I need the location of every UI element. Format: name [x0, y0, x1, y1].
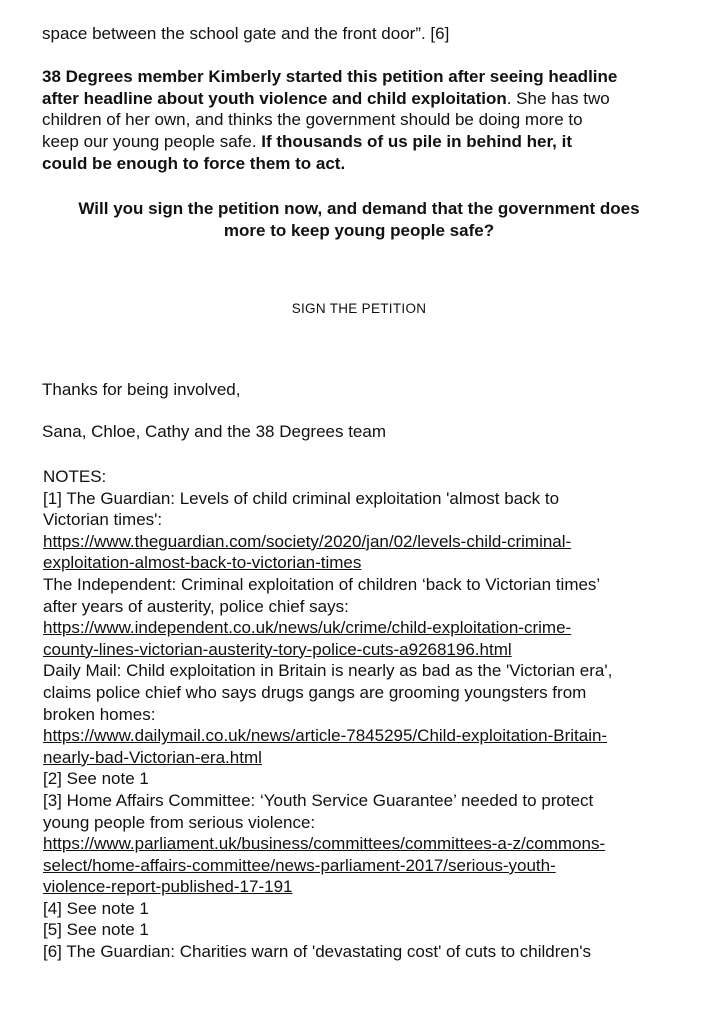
- description-line: children of her own, and thinks the government should be doing more to: [42, 110, 583, 129]
- notes-heading: NOTES:: [43, 467, 107, 486]
- note-link[interactable]: https://www.dailymail.co.uk/news/article-7845295/Child-exploitation-Britain-: [43, 726, 608, 746]
- note-text: young people from serious violence:: [43, 812, 316, 832]
- description-line: [42, 131, 572, 153]
- description-line: 38 Degrees member Kimberly started this petition after seeing headline: [42, 67, 618, 86]
- notes-section: [43, 466, 612, 963]
- note-link[interactable]: county-lines-victorian-austerity-tory-police-cuts-a9268196.html: [43, 639, 512, 659]
- note-text: claims police chief who says drugs gangs are grooming youngsters from: [43, 682, 587, 702]
- description-text: . She has two: [506, 89, 610, 108]
- note-text: [5] See note 1: [43, 920, 149, 940]
- note-link[interactable]: https://www.theguardian.com/society/2020/jan/02/levels-child-criminal-: [43, 531, 572, 551]
- note-text: broken homes:: [43, 704, 156, 724]
- note-link[interactable]: select/home-affairs-committee/news-parliament-2017/serious-youth-: [43, 855, 556, 875]
- note-link[interactable]: exploitation-almost-back-to-victorian-times: [43, 553, 362, 573]
- sign-petition-label: SIGN THE PETITION: [291, 301, 427, 316]
- intro-text: space between the school gate and the front door”. [6]: [42, 24, 450, 43]
- note-text: Victorian times':: [43, 510, 163, 530]
- description-text: keep our young people safe.: [42, 132, 262, 151]
- signature-text: Sana, Chloe, Cathy and the 38 Degrees team: [42, 422, 386, 441]
- note-text: [1] The Guardian: Levels of child criminal exploitation 'almost back to: [43, 488, 560, 508]
- description-line: [42, 88, 610, 110]
- cta-line: more to keep young people safe?: [223, 221, 495, 240]
- cta-line: Will you sign the petition now, and demand that the government does: [78, 199, 640, 218]
- note-text: The Independent: Criminal exploitation of children ‘back to Victorian times’: [43, 574, 601, 594]
- note-link[interactable]: https://www.independent.co.uk/news/uk/crime/child-exploitation-crime-: [43, 618, 572, 638]
- thanks-text: Thanks for being involved,: [42, 380, 241, 399]
- sign-petition-button[interactable]: [0, 301, 718, 316]
- note-text: after years of austerity, police chief says:: [43, 596, 349, 616]
- note-link[interactable]: nearly-bad-Victorian-era.html: [43, 747, 262, 767]
- description-bold-text: after headline about youth violence and child exploitation: [42, 89, 507, 108]
- description-line: could be enough to force them to act.: [42, 154, 346, 173]
- note-link[interactable]: violence-report-published-17-191: [43, 877, 293, 897]
- description-bold-text: If thousands of us pile in behind her, it: [261, 132, 573, 151]
- note-text: [6] The Guardian: Charities warn of 'devastating cost' of cuts to children's: [43, 942, 592, 962]
- note-link[interactable]: https://www.parliament.uk/business/committees/committees-a-z/commons-: [43, 834, 606, 854]
- note-text: [2] See note 1: [43, 769, 149, 789]
- note-text: [3] Home Affairs Committee: ‘Youth Service Guarantee’ needed to protect: [43, 790, 594, 810]
- note-text: Daily Mail: Child exploitation in Britain is nearly as bad as the 'Victorian era',: [43, 661, 613, 681]
- note-text: [4] See note 1: [43, 898, 149, 918]
